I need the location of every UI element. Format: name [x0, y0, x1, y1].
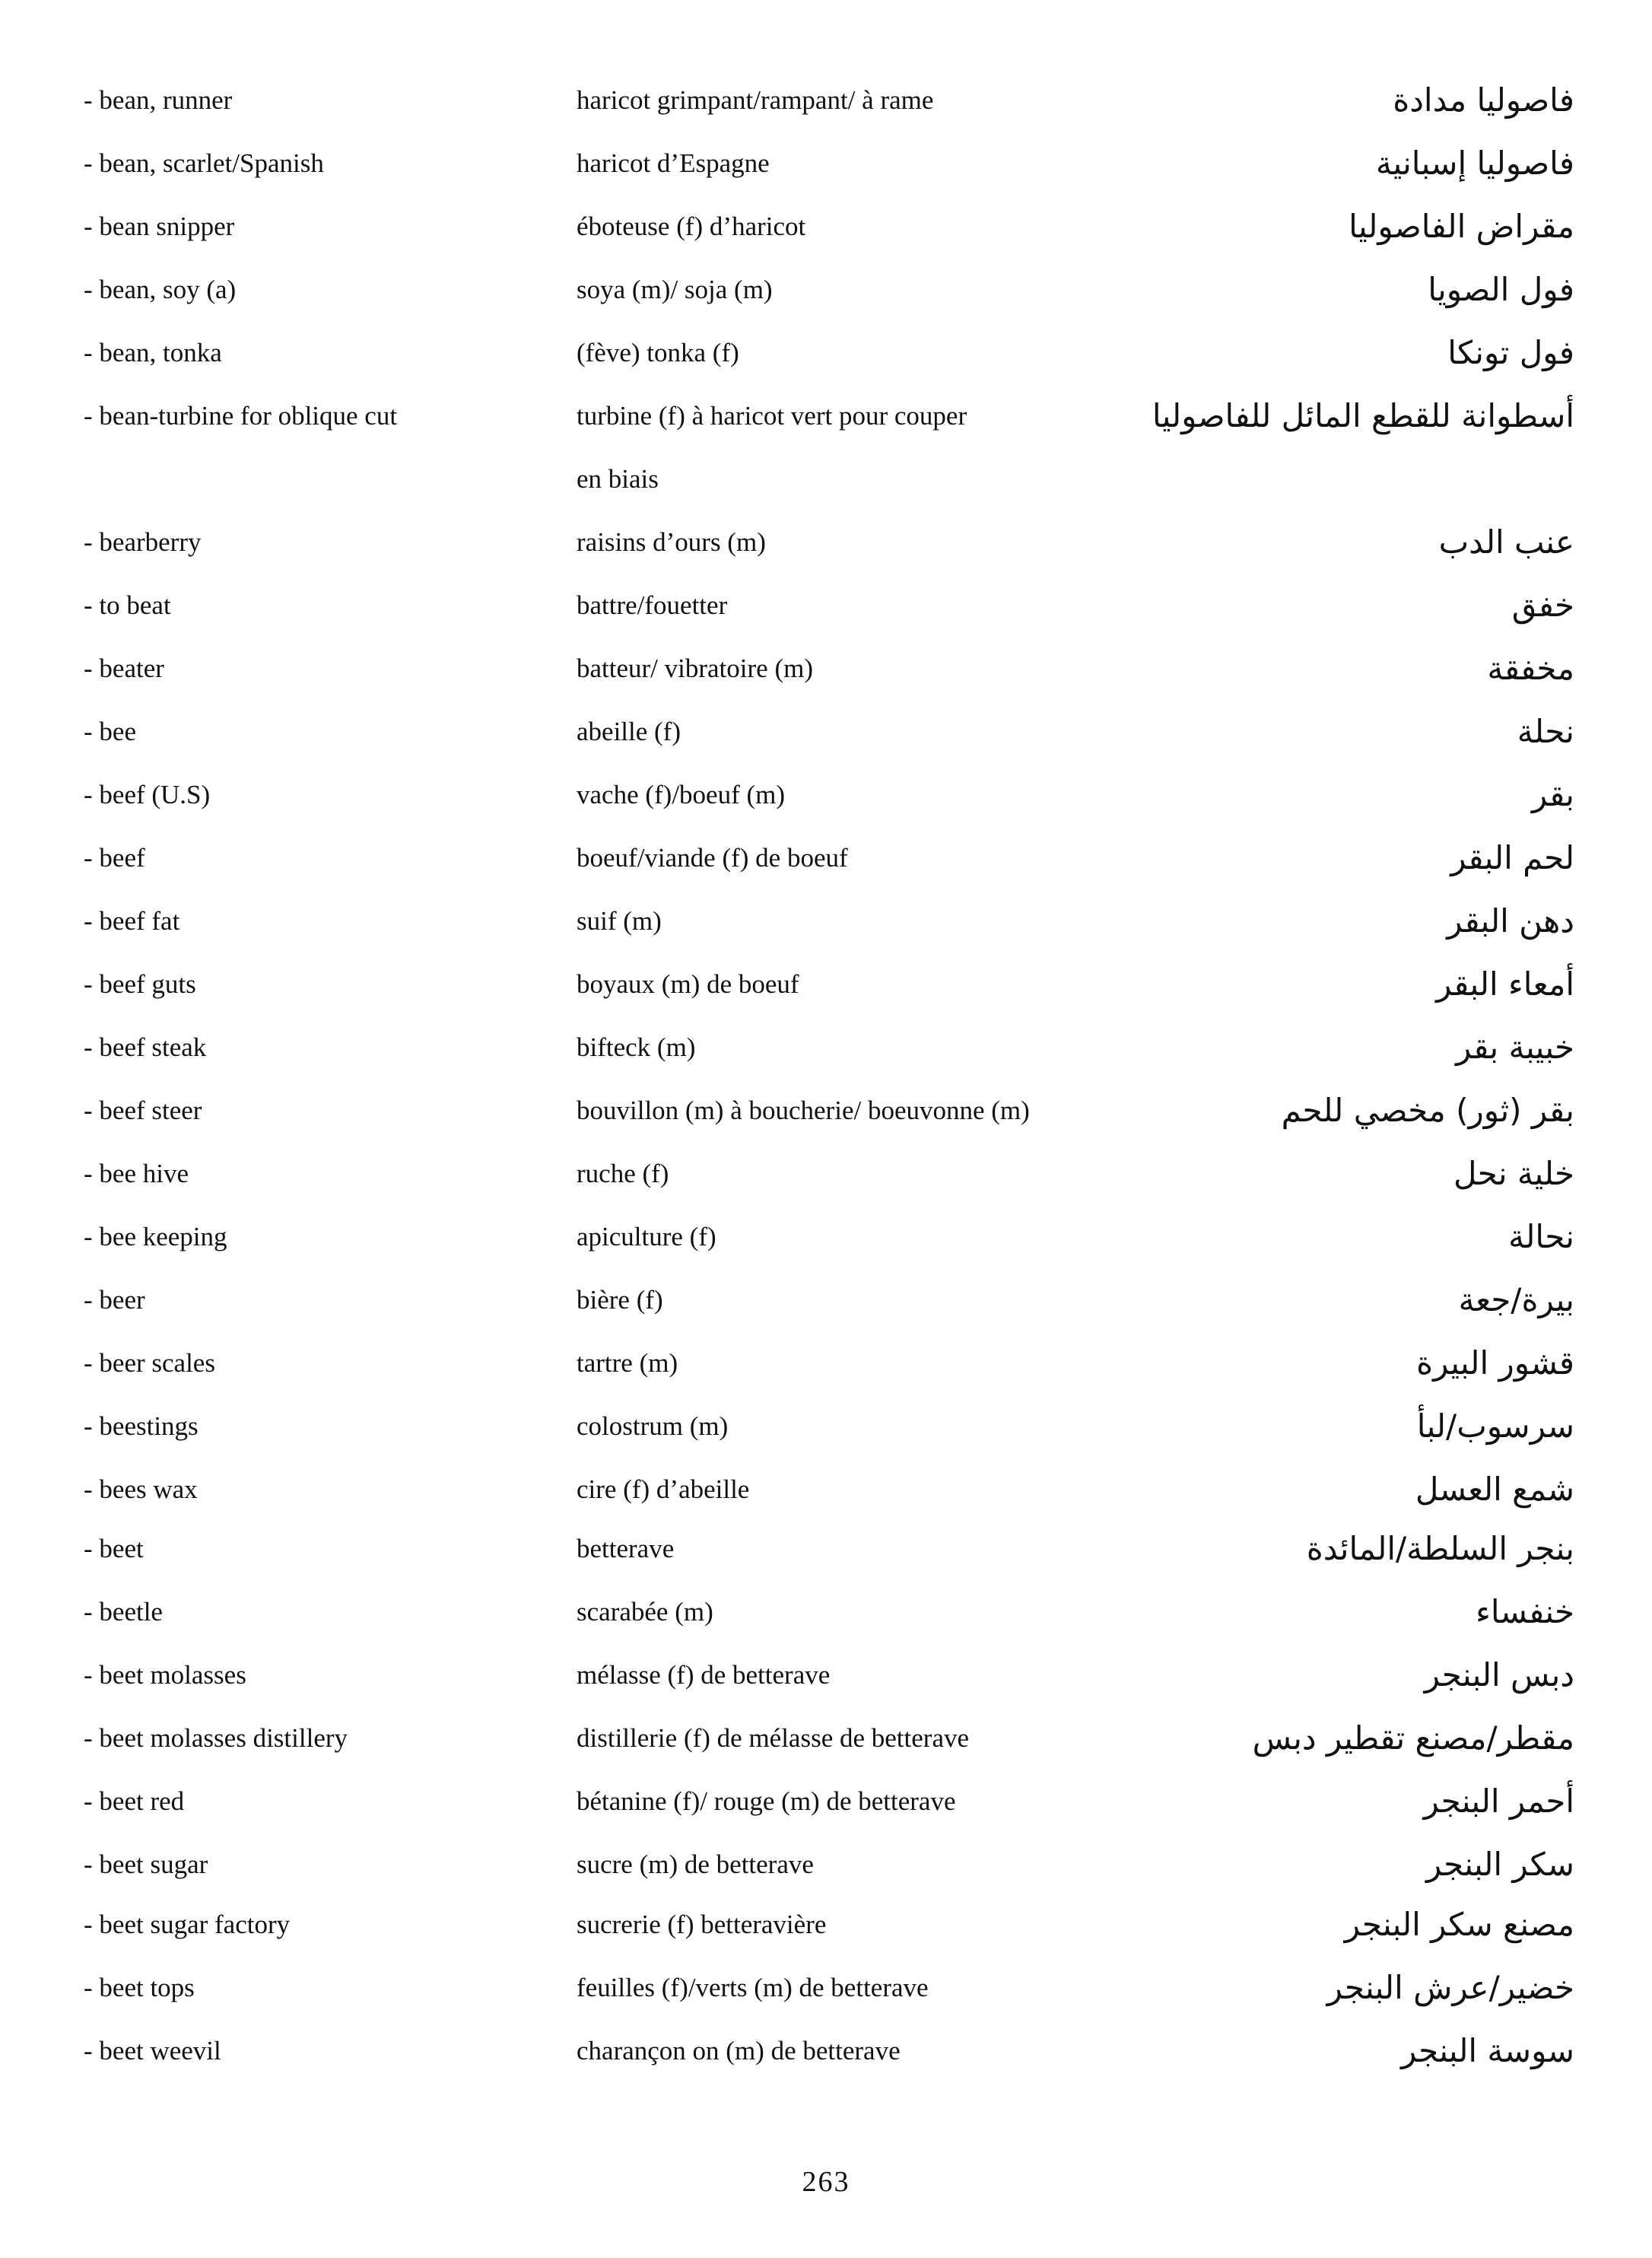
- arabic-term: بقر (ثور) مخصي للحم: [1281, 1092, 1574, 1129]
- arabic-term: بنجر السلطة/المائدة: [1306, 1530, 1574, 1567]
- english-term: - bean snipper: [84, 211, 235, 241]
- english-term: - beef steer: [84, 1096, 202, 1125]
- english-term: - beet molasses distillery: [84, 1723, 348, 1753]
- english-term: - beet sugar factory: [84, 1910, 291, 1939]
- english-term: - beef: [84, 843, 145, 873]
- french-term: apiculture (f): [577, 1222, 716, 1251]
- english-term: - beer scales: [84, 1348, 215, 1378]
- english-term: - beet sugar: [84, 1849, 208, 1879]
- english-term: - beet red: [84, 1786, 185, 1816]
- french-term: bifteck (m): [577, 1032, 696, 1062]
- entry-row: [0, 1083, 1652, 1138]
- french-term: tartre (m): [577, 1348, 678, 1378]
- french-term: ruche (f): [577, 1159, 669, 1188]
- french-term: abeille (f): [577, 717, 681, 746]
- entry-row: [0, 957, 1652, 1012]
- entry-row: [0, 1522, 1652, 1576]
- arabic-term: عنب الدب: [1438, 523, 1574, 561]
- entry-row: [0, 1462, 1652, 1517]
- french-term: haricot d’Espagne: [577, 148, 770, 178]
- entry-row: [0, 1711, 1652, 1766]
- english-term: - bee: [84, 717, 136, 746]
- english-term: - to beat: [84, 590, 171, 620]
- arabic-term: فول الصويا: [1428, 271, 1574, 308]
- english-term: [84, 452, 555, 507]
- arabic-term: سرسوب/لبأ: [1416, 1407, 1574, 1445]
- french-term: éboteuse (f) d’haricot: [577, 211, 806, 241]
- entry-row: [0, 768, 1652, 822]
- english-term: - beet molasses: [84, 1660, 246, 1690]
- arabic-term: خلية نحل: [1453, 1155, 1574, 1192]
- entry-row: [0, 389, 1652, 444]
- arabic-term: شمع العسل: [1415, 1471, 1574, 1508]
- english-term: - beef guts: [84, 969, 196, 999]
- english-term: - beater: [84, 654, 164, 683]
- entry-row: [0, 73, 1652, 128]
- arabic-term: [1027, 452, 1574, 507]
- arabic-term: أحمر البنجر: [1423, 1783, 1574, 1820]
- arabic-term: نحلة: [1517, 713, 1574, 750]
- french-term: sucre (m) de betterave: [577, 1849, 814, 1879]
- entry-row: [0, 1897, 1652, 1952]
- entry-row: [0, 578, 1652, 633]
- arabic-term: قشور البيرة: [1416, 1344, 1574, 1382]
- entry-row: [0, 515, 1652, 570]
- english-term: - beetle: [84, 1597, 163, 1627]
- arabic-term: بيرة/جعة: [1458, 1281, 1574, 1318]
- arabic-term: مقطر/مصنع تقطير دبس: [1252, 1719, 1574, 1757]
- english-term: - bee hive: [84, 1159, 189, 1188]
- entry-row: [0, 1837, 1652, 1892]
- arabic-term: مصنع سكر البنجر: [1344, 1906, 1574, 1943]
- french-term: bétanine (f)/ rouge (m) de betterave: [577, 1786, 956, 1816]
- french-term: batteur/ vibratoire (m): [577, 654, 813, 683]
- french-term: suif (m): [577, 906, 662, 936]
- arabic-term: خبيبة بقر: [1456, 1029, 1574, 1066]
- arabic-term: أسطوانة للقطع المائل للفاصوليا: [1152, 397, 1574, 434]
- entry-row: [0, 894, 1652, 949]
- french-term: scarabée (m): [577, 1597, 713, 1627]
- english-term: - bean, soy (a): [84, 275, 237, 304]
- arabic-term: لحم البقر: [1450, 839, 1574, 876]
- arabic-term: سوسة البنجر: [1400, 2032, 1574, 2069]
- entry-row: [0, 326, 1652, 380]
- english-term: - beef fat: [84, 906, 180, 936]
- entry-row: [0, 1273, 1652, 1328]
- entry-row: [0, 641, 1652, 696]
- french-term: charançon on (m) de betterave: [577, 2036, 901, 2066]
- arabic-term: فاصوليا إسبانية: [1375, 145, 1574, 182]
- french-term: boeuf/viande (f) de boeuf: [577, 843, 848, 873]
- french-term: vache (f)/boeuf (m): [577, 780, 786, 809]
- arabic-term: فول تونكا: [1447, 334, 1574, 371]
- arabic-term: خضير/عرش البنجر: [1326, 1969, 1574, 2006]
- entry-row: [0, 1399, 1652, 1454]
- arabic-term: خنفساء: [1476, 1593, 1574, 1630]
- arabic-term: مخفقة: [1487, 650, 1574, 687]
- english-term: - beestings: [84, 1411, 199, 1441]
- entry-row: [0, 704, 1652, 759]
- english-term: - beet weevil: [84, 2036, 221, 2066]
- french-term: en biais: [577, 464, 659, 494]
- entry-row: [0, 1336, 1652, 1391]
- english-term: - bee keeping: [84, 1222, 227, 1251]
- french-term: sucrerie (f) betteravière: [577, 1910, 827, 1939]
- french-term: distillerie (f) de mélasse de betterave: [577, 1723, 970, 1753]
- entry-row: [0, 2024, 1652, 2078]
- arabic-term: فاصوليا مدادة: [1393, 81, 1574, 119]
- entry-row: [0, 1020, 1652, 1075]
- english-term: - beef steak: [84, 1032, 207, 1062]
- english-term: - bean, scarlet/Spanish: [84, 148, 324, 178]
- english-term: - bean-turbine for oblique cut: [84, 401, 398, 431]
- french-term: cire (f) d’abeille: [577, 1474, 750, 1504]
- french-term: boyaux (m) de boeuf: [577, 969, 799, 999]
- page-number: 263: [802, 2166, 850, 2198]
- french-term: haricot grimpant/rampant/ à rame: [577, 85, 934, 115]
- french-term: turbine (f) à haricot vert pour couper: [577, 401, 967, 431]
- french-term: (fève) tonka (f): [577, 338, 739, 367]
- arabic-term: دبس البنجر: [1424, 1656, 1574, 1694]
- arabic-term: مقراض الفاصوليا: [1349, 208, 1574, 245]
- french-term: mélasse (f) de betterave: [577, 1660, 831, 1690]
- french-term: bière (f): [577, 1285, 663, 1315]
- entry-row: [0, 1648, 1652, 1703]
- entry-row: [0, 136, 1652, 191]
- english-term: - beef (U.S): [84, 780, 211, 809]
- entry-row: [0, 1210, 1652, 1264]
- english-term: - beer: [84, 1285, 145, 1315]
- entry-row: [0, 1774, 1652, 1829]
- french-term: raisins d’ours (m): [577, 527, 766, 557]
- arabic-term: أمعاء البقر: [1436, 965, 1574, 1003]
- english-term: - beet: [84, 1534, 144, 1563]
- english-term: - beet tops: [84, 1973, 195, 2002]
- entry-row: [0, 831, 1652, 886]
- french-term: soya (m)/ soja (m): [577, 275, 773, 304]
- entry-row: [0, 452, 1652, 507]
- entry-row: [0, 1585, 1652, 1639]
- french-term: betterave: [577, 1534, 675, 1563]
- arabic-term: سكر البنجر: [1425, 1846, 1574, 1883]
- entry-row: [0, 262, 1652, 317]
- entry-row: [0, 1146, 1652, 1201]
- entry-row: [0, 199, 1652, 254]
- english-term: - bees wax: [84, 1474, 198, 1504]
- french-term: feuilles (f)/verts (m) de betterave: [577, 1973, 929, 2002]
- french-term: battre/fouetter: [577, 590, 728, 620]
- arabic-term: دهن البقر: [1447, 902, 1574, 940]
- english-term: - bean, runner: [84, 85, 233, 115]
- english-term: - bearberry: [84, 527, 202, 557]
- french-term: bouvillon (m) à boucherie/ boeuvonne (m): [577, 1096, 1030, 1125]
- arabic-term: نحالة: [1508, 1218, 1574, 1255]
- entry-row: [0, 1961, 1652, 2015]
- arabic-term: بقر: [1531, 776, 1574, 813]
- french-term: colostrum (m): [577, 1411, 729, 1441]
- english-term: - bean, tonka: [84, 338, 222, 367]
- arabic-term: خفق: [1511, 587, 1574, 624]
